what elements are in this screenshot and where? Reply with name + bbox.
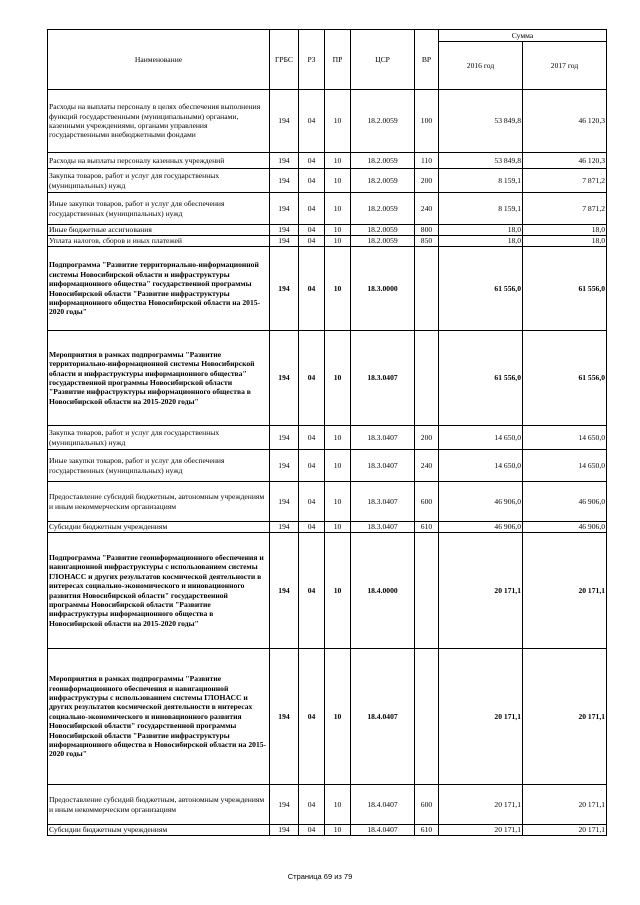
table-row — [48, 236, 607, 247]
row-sum-2017: 20 171,1 — [523, 785, 607, 825]
row-csr: 18.4.0000 — [351, 533, 415, 649]
row-grbs: 194 — [270, 482, 299, 522]
header-csr: ЦСР — [351, 30, 415, 90]
table-row — [48, 450, 607, 482]
row-name: Закупка товаров, работ и услуг для государственных (муниципальных) нужд — [48, 169, 270, 193]
header-sum: Сумма — [439, 30, 607, 42]
row-sum-2017: 18,0 — [523, 225, 607, 236]
row-vr: 610 — [415, 522, 439, 533]
row-vr: 850 — [415, 236, 439, 247]
row-rz: 04 — [299, 533, 325, 649]
page-number: Страница 69 из 79 — [287, 872, 353, 881]
row-vr: 600 — [415, 785, 439, 825]
budget-table — [47, 29, 607, 836]
row-pr: 10 — [325, 331, 351, 426]
row-vr — [415, 533, 439, 649]
row-grbs: 194 — [270, 426, 299, 450]
row-grbs: 194 — [270, 169, 299, 193]
row-grbs: 194 — [270, 450, 299, 482]
row-sum-2016: 46 906,0 — [439, 482, 523, 522]
table-row — [48, 825, 607, 836]
row-csr: 18.3.0000 — [351, 247, 415, 331]
row-name: Мероприятия в рамках подпрограммы "Развитие геоинформационного обеспечения и навигационной инфраструктуры с использованием системы ГЛОНАСС и других результатов космической деятельности в интересах социально-экономического и инновационного развития Новосибирской области" государственной программы Новосибирской области "Развитие инфраструктуры информационного общества в Новосибирской области на 2015-2020 годы" — [48, 649, 270, 785]
row-pr: 10 — [325, 649, 351, 785]
row-pr: 10 — [325, 90, 351, 153]
row-sum-2017: 7 871,2 — [523, 193, 607, 225]
table-row — [48, 90, 607, 153]
table-row — [48, 153, 607, 169]
row-sum-2017: 61 556,0 — [523, 247, 607, 331]
row-sum-2017: 20 171,1 — [523, 825, 607, 836]
row-sum-2017: 46 906,0 — [523, 522, 607, 533]
row-name: Уплата налогов, сборов и иных платежей — [48, 236, 270, 247]
row-rz: 04 — [299, 426, 325, 450]
row-grbs: 194 — [270, 193, 299, 225]
row-pr: 10 — [325, 236, 351, 247]
row-csr: 18.4.0407 — [351, 649, 415, 785]
row-name: Субсидии бюджетным учреждениям — [48, 825, 270, 836]
table-row — [48, 247, 607, 331]
row-name: Закупка товаров, работ и услуг для государственных (муниципальных) нужд — [48, 426, 270, 450]
row-grbs: 194 — [270, 247, 299, 331]
row-vr: 100 — [415, 90, 439, 153]
header-grbs: ГРБС — [270, 30, 299, 90]
row-sum-2016: 18,0 — [439, 236, 523, 247]
row-grbs: 194 — [270, 825, 299, 836]
row-csr: 18.3.0407 — [351, 482, 415, 522]
row-rz: 04 — [299, 247, 325, 331]
table-row — [48, 649, 607, 785]
row-csr: 18.2.0059 — [351, 90, 415, 153]
row-pr: 10 — [325, 482, 351, 522]
row-vr — [415, 649, 439, 785]
row-sum-2016: 53 849,8 — [439, 90, 523, 153]
table-row — [48, 331, 607, 426]
row-sum-2016: 61 556,0 — [439, 331, 523, 426]
table-row — [48, 225, 607, 236]
row-pr: 10 — [325, 785, 351, 825]
row-vr: 240 — [415, 450, 439, 482]
row-sum-2016: 20 171,1 — [439, 785, 523, 825]
row-sum-2016: 20 171,1 — [439, 649, 523, 785]
table-row — [48, 482, 607, 522]
row-vr: 610 — [415, 825, 439, 836]
row-name: Иные закупки товаров, работ и услуг для обеспечения государственных (муниципальных) нужд — [48, 450, 270, 482]
row-rz: 04 — [299, 482, 325, 522]
row-name: Иные закупки товаров, работ и услуг для обеспечения государственных (муниципальных) нужд — [48, 193, 270, 225]
row-sum-2016: 46 906,0 — [439, 522, 523, 533]
row-sum-2016: 8 159,1 — [439, 169, 523, 193]
row-csr: 18.3.0407 — [351, 331, 415, 426]
row-rz: 04 — [299, 331, 325, 426]
row-csr: 18.4.0407 — [351, 825, 415, 836]
row-name: Иные бюджетные ассигнования — [48, 225, 270, 236]
row-name: Расходы на выплаты персоналу казенных учреждений — [48, 153, 270, 169]
row-name: Предоставление субсидий бюджетным, автономным учреждениям и иным некоммерческим организациям — [48, 482, 270, 522]
row-pr: 10 — [325, 247, 351, 331]
row-pr: 10 — [325, 153, 351, 169]
row-rz: 04 — [299, 522, 325, 533]
row-name: Предоставление субсидий бюджетным, автономным учреждениям и иным некоммерческим организациям — [48, 785, 270, 825]
row-grbs: 194 — [270, 236, 299, 247]
row-vr: 600 — [415, 482, 439, 522]
table-row — [48, 426, 607, 450]
row-sum-2016: 61 556,0 — [439, 247, 523, 331]
table-row — [48, 785, 607, 825]
row-grbs: 194 — [270, 331, 299, 426]
table-row — [48, 193, 607, 225]
row-sum-2016: 14 650,0 — [439, 426, 523, 450]
row-csr: 18.2.0059 — [351, 236, 415, 247]
row-name: Подпрограмма "Развитие территориально-информационной системы Новосибирской области и инфраструктуры информационного общества" государственной программы Новосибирской области "Развитие инфраструктуры информационного общества Новосибирской области на 2015-2020 годы" — [48, 247, 270, 331]
row-vr — [415, 247, 439, 331]
header-name: Наименование — [48, 30, 270, 90]
row-grbs: 194 — [270, 522, 299, 533]
row-pr: 10 — [325, 225, 351, 236]
row-rz: 04 — [299, 236, 325, 247]
row-rz: 04 — [299, 90, 325, 153]
row-vr: 200 — [415, 426, 439, 450]
row-pr: 10 — [325, 426, 351, 450]
row-vr — [415, 331, 439, 426]
row-csr: 18.3.0407 — [351, 426, 415, 450]
row-name: Субсидии бюджетным учреждениям — [48, 522, 270, 533]
row-sum-2017: 20 171,1 — [523, 649, 607, 785]
row-pr: 10 — [325, 193, 351, 225]
header-2016: 2016 год — [439, 42, 523, 90]
row-name: Подпрограмма "Развитие геоинформационного обеспечения и навигационной инфраструктуры с использованием системы ГЛОНАСС и других результатов космической деятельности в интересах социально-экономического и инновационного развития Новосибирской области" государственной программы Новосибирской области "Развитие инфраструктуры информационного общества в Новосибирской области на 2015-2020 годы" — [48, 533, 270, 649]
row-sum-2016: 8 159,1 — [439, 193, 523, 225]
row-vr: 800 — [415, 225, 439, 236]
row-sum-2017: 46 120,3 — [523, 153, 607, 169]
row-csr: 18.2.0059 — [351, 169, 415, 193]
row-pr: 10 — [325, 522, 351, 533]
header-vr: ВР — [415, 30, 439, 90]
row-csr: 18.2.0059 — [351, 193, 415, 225]
row-vr: 240 — [415, 193, 439, 225]
row-pr: 10 — [325, 169, 351, 193]
row-csr: 18.3.0407 — [351, 522, 415, 533]
row-grbs: 194 — [270, 785, 299, 825]
row-sum-2016: 20 171,1 — [439, 533, 523, 649]
row-sum-2017: 46 906,0 — [523, 482, 607, 522]
header-rz: РЗ — [299, 30, 325, 90]
row-sum-2017: 61 556,0 — [523, 331, 607, 426]
row-pr: 10 — [325, 825, 351, 836]
row-sum-2017: 14 650,0 — [523, 426, 607, 450]
row-sum-2017: 18,0 — [523, 236, 607, 247]
row-sum-2016: 53 849,8 — [439, 153, 523, 169]
row-name: Расходы на выплаты персоналу в целях обеспечения выполнения функций государственными (муниципальными) органами, казенными учреждениями, органами управления государственными внебюджетными фондами — [48, 90, 270, 153]
row-csr: 18.2.0059 — [351, 225, 415, 236]
row-csr: 18.4.0407 — [351, 785, 415, 825]
row-vr: 110 — [415, 153, 439, 169]
table-row — [48, 533, 607, 649]
row-grbs: 194 — [270, 225, 299, 236]
row-rz: 04 — [299, 169, 325, 193]
row-sum-2016: 14 650,0 — [439, 450, 523, 482]
row-grbs: 194 — [270, 153, 299, 169]
row-name: Мероприятия в рамках подпрограммы "Развитие территориально-информационной системы Новосибирской области и инфраструктуры информационного общества" государственной программы Новосибирской области "Развитие инфраструктуры информационного общества в Новосибирской области на 2015-2020 годы" — [48, 331, 270, 426]
row-csr: 18.3.0407 — [351, 450, 415, 482]
row-sum-2016: 18,0 — [439, 225, 523, 236]
row-sum-2017: 46 120,3 — [523, 90, 607, 153]
row-pr: 10 — [325, 450, 351, 482]
row-grbs: 194 — [270, 533, 299, 649]
row-vr: 200 — [415, 169, 439, 193]
row-sum-2017: 14 650,0 — [523, 450, 607, 482]
row-rz: 04 — [299, 649, 325, 785]
row-rz: 04 — [299, 825, 325, 836]
row-grbs: 194 — [270, 90, 299, 153]
table-row — [48, 169, 607, 193]
row-grbs: 194 — [270, 649, 299, 785]
row-sum-2016: 20 171,1 — [439, 825, 523, 836]
row-rz: 04 — [299, 153, 325, 169]
header-2017: 2017 год — [523, 42, 607, 90]
header-pr: ПР — [325, 30, 351, 90]
row-rz: 04 — [299, 225, 325, 236]
row-sum-2017: 20 171,1 — [523, 533, 607, 649]
row-rz: 04 — [299, 785, 325, 825]
row-rz: 04 — [299, 450, 325, 482]
row-pr: 10 — [325, 533, 351, 649]
row-sum-2017: 7 871,2 — [523, 169, 607, 193]
row-csr: 18.2.0059 — [351, 153, 415, 169]
row-rz: 04 — [299, 193, 325, 225]
table-row — [48, 522, 607, 533]
